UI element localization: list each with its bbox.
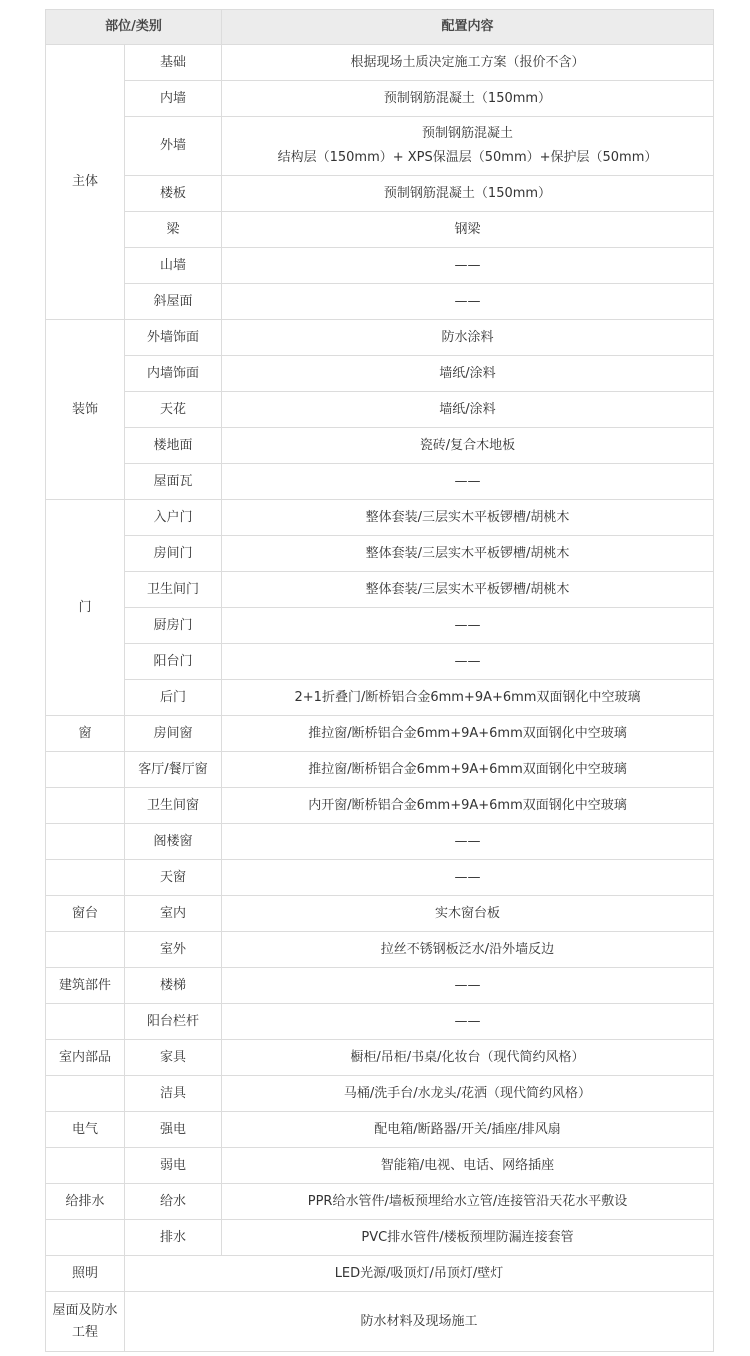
content-cell: —— (222, 860, 714, 896)
category-cell (46, 752, 125, 788)
table-row (46, 1040, 714, 1076)
item-cell: 洁具 (125, 1076, 222, 1112)
content-cell: —— (222, 1004, 714, 1040)
item-cell: 排水 (125, 1220, 222, 1256)
content-cell: —— (222, 248, 714, 284)
category-cell: 窗 (46, 716, 125, 752)
category-cell: 窗台 (46, 896, 125, 932)
table-row (46, 117, 714, 176)
table-row (46, 860, 714, 896)
header-row (46, 10, 714, 45)
content-cell: —— (222, 464, 714, 500)
item-cell: 斜屋面 (125, 284, 222, 320)
category-cell: 室内部品 (46, 1040, 125, 1076)
table-row (46, 932, 714, 968)
table-row (46, 608, 714, 644)
item-cell: 梁 (125, 212, 222, 248)
category-cell (46, 1076, 125, 1112)
item-cell: 房间门 (125, 536, 222, 572)
content-cell: 预制钢筋混凝土（150mm） (222, 176, 714, 212)
table-row (46, 1004, 714, 1040)
table-row (46, 248, 714, 284)
spec-table (45, 9, 714, 1352)
content-cell: 根据现场土质决定施工方案（报价不含） (222, 45, 714, 81)
table-row (46, 500, 714, 536)
item-cell: 基础 (125, 45, 222, 81)
content-cell: 整体套装/三层实木平板锣槽/胡桃木 (222, 536, 714, 572)
table-row (46, 788, 714, 824)
item-cell: 阁楼窗 (125, 824, 222, 860)
content-line: 预制钢筋混凝土 (421, 126, 513, 141)
item-cell: 天窗 (125, 860, 222, 896)
item-cell: 外墙饰面 (125, 320, 222, 356)
content-cell: 2+1折叠门/断桥铝合金6mm+9A+6mm双面钢化中空玻璃 (222, 680, 714, 716)
content-cell (222, 117, 714, 176)
item-cell: 楼板 (125, 176, 222, 212)
category-cell: 电气 (46, 1112, 125, 1148)
content-cell: 橱柜/吊柜/书桌/化妆台（现代简约风格） (222, 1040, 714, 1076)
content-cell: 推拉窗/断桥铝合金6mm+9A+6mm双面钢化中空玻璃 (222, 752, 714, 788)
content-cell: 钢梁 (222, 212, 714, 248)
category-cell: 门 (46, 500, 125, 716)
category-cell (46, 1148, 125, 1184)
table-row (46, 320, 714, 356)
table-row (46, 81, 714, 117)
table-row (46, 45, 714, 81)
category-cell: 主体 (46, 45, 125, 320)
table-row (46, 716, 714, 752)
table-row (46, 428, 714, 464)
item-cell: 家具 (125, 1040, 222, 1076)
content-cell: 实木窗台板 (222, 896, 714, 932)
item-cell: 客厅/餐厅窗 (125, 752, 222, 788)
table-row (46, 1292, 714, 1352)
content-cell: PPR给水管件/墙板预埋给水立管/连接管沿天花水平敷设 (222, 1184, 714, 1220)
item-cell: 楼梯 (125, 968, 222, 1004)
item-cell: 内墙饰面 (125, 356, 222, 392)
content-cell: —— (222, 644, 714, 680)
item-cell: 给水 (125, 1184, 222, 1220)
item-cell: 内墙 (125, 81, 222, 117)
content-line: 结构层（150mm）+ XPS保温层（50mm）+保护层（50mm） (277, 150, 658, 165)
table-row (46, 572, 714, 608)
table-row (46, 176, 714, 212)
item-cell: 弱电 (125, 1148, 222, 1184)
table-row (46, 356, 714, 392)
item-cell: 楼地面 (125, 428, 222, 464)
content-cell: PVC排水管件/楼板预埋防漏连接套管 (222, 1220, 714, 1256)
content-cell: —— (222, 968, 714, 1004)
content-cell: 推拉窗/断桥铝合金6mm+9A+6mm双面钢化中空玻璃 (222, 716, 714, 752)
item-cell: 阳台栏杆 (125, 1004, 222, 1040)
table-row (46, 1112, 714, 1148)
spec-body (46, 45, 714, 1352)
table-row (46, 212, 714, 248)
category-cell (46, 1220, 125, 1256)
category-cell (46, 860, 125, 896)
content-cell: LED光源/吸顶灯/吊顶灯/壁灯 (125, 1256, 714, 1292)
item-cell: 外墙 (125, 117, 222, 176)
content-cell: 墙纸/涂料 (222, 356, 714, 392)
category-cell (46, 824, 125, 860)
table-row (46, 1184, 714, 1220)
content-cell: 整体套装/三层实木平板锣槽/胡桃木 (222, 572, 714, 608)
table-row (46, 1220, 714, 1256)
content-cell: 配电箱/断路器/开关/插座/排风扇 (222, 1112, 714, 1148)
table-row (46, 1148, 714, 1184)
table-row (46, 896, 714, 932)
content-cell: 内开窗/断桥铝合金6mm+9A+6mm双面钢化中空玻璃 (222, 788, 714, 824)
category-cell (46, 788, 125, 824)
category-cell: 建筑部件 (46, 968, 125, 1004)
header-category: 部位/类别 (46, 10, 222, 45)
item-cell: 卫生间窗 (125, 788, 222, 824)
item-cell: 后门 (125, 680, 222, 716)
item-cell: 山墙 (125, 248, 222, 284)
item-cell: 室外 (125, 932, 222, 968)
table-row (46, 1256, 714, 1292)
content-cell: 防水材料及现场施工 (125, 1292, 714, 1352)
content-cell: 整体套装/三层实木平板锣槽/胡桃木 (222, 500, 714, 536)
content-cell: 瓷砖/复合木地板 (222, 428, 714, 464)
category-cell (46, 932, 125, 968)
table-row (46, 536, 714, 572)
table-row (46, 392, 714, 428)
item-cell: 室内 (125, 896, 222, 932)
item-cell: 入户门 (125, 500, 222, 536)
category-cell: 给排水 (46, 1184, 125, 1220)
table-row (46, 968, 714, 1004)
header-content: 配置内容 (222, 10, 714, 45)
category-cell: 照明 (46, 1256, 125, 1292)
item-cell: 阳台门 (125, 644, 222, 680)
table-row (46, 824, 714, 860)
content-cell: 墙纸/涂料 (222, 392, 714, 428)
content-cell: 预制钢筋混凝土（150mm） (222, 81, 714, 117)
item-cell: 天花 (125, 392, 222, 428)
content-cell: 拉丝不锈钢板泛水/沿外墙反边 (222, 932, 714, 968)
table-row (46, 1076, 714, 1112)
content-cell: —— (222, 608, 714, 644)
content-cell: —— (222, 824, 714, 860)
item-cell: 卫生间门 (125, 572, 222, 608)
content-cell: 马桶/洗手台/水龙头/花洒（现代简约风格） (222, 1076, 714, 1112)
item-cell: 房间窗 (125, 716, 222, 752)
table-row (46, 680, 714, 716)
item-cell: 强电 (125, 1112, 222, 1148)
content-cell: 智能箱/电视、电话、网络插座 (222, 1148, 714, 1184)
item-cell: 厨房门 (125, 608, 222, 644)
item-cell: 屋面瓦 (125, 464, 222, 500)
table-row (46, 464, 714, 500)
content-cell: 防水涂料 (222, 320, 714, 356)
category-cell (46, 1004, 125, 1040)
table-row (46, 752, 714, 788)
category-cell: 屋面及防水工程 (46, 1292, 125, 1352)
category-cell: 装饰 (46, 320, 125, 500)
table-row (46, 644, 714, 680)
table-row (46, 284, 714, 320)
content-cell: —— (222, 284, 714, 320)
